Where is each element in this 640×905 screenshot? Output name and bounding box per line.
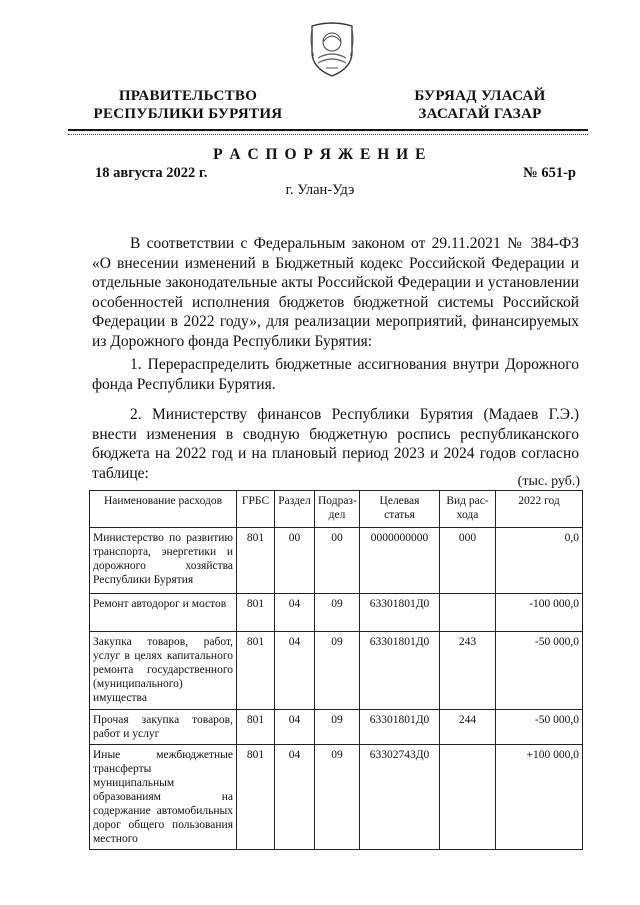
cell-vid: 243	[440, 632, 496, 710]
cell-podrazdel: 09	[315, 632, 360, 710]
cell-grbs: 801	[237, 528, 275, 594]
header-dotted-rule	[68, 134, 588, 135]
doc-number: № 651-р	[523, 165, 576, 181]
header-left-line1: ПРАВИТЕЛЬСТВО	[118, 88, 258, 104]
cell-article: 63301801Д0	[360, 710, 440, 745]
col-header-name: Наименование расходов	[90, 491, 237, 528]
doc-title: Р А С П О Р Я Ж Е Н И Е	[213, 146, 427, 163]
cell-podrazdel: 00	[315, 528, 360, 594]
cell-grbs: 801	[237, 594, 275, 632]
cell-razdel: 04	[275, 594, 315, 632]
col-header-amount: 2022 год	[496, 491, 583, 528]
table-row	[90, 594, 583, 632]
cell-article: 63301801Д0	[360, 632, 440, 710]
cell-name: Министерство по развитию транспорта, энергетики и дорожного хозяйства Республики Бурятия	[90, 528, 237, 594]
cell-vid: 000	[440, 528, 496, 594]
doc-city: г. Улан-Удэ	[285, 182, 355, 198]
table-header-row	[90, 491, 583, 528]
cell-name: Иные межбюджетные трансферты муниципальным образованиям на содержание автомобильных дорог общего пользования местного	[90, 745, 237, 850]
cell-vid: 244	[440, 710, 496, 745]
table-units: (тыс. руб.)	[517, 474, 580, 489]
cell-razdel: 04	[275, 632, 315, 710]
cell-article: 63301801Д0	[360, 594, 440, 632]
cell-podrazdel: 09	[315, 710, 360, 745]
cell-podrazdel: 09	[315, 745, 360, 850]
cell-razdel: 04	[275, 745, 315, 850]
col-header-article: Целевая статья	[360, 491, 440, 528]
item-2-paragraph: 2. Министерству финансов Республики Бурятия (Мадаев Г.Э.) внести изменения в сводную бюджетную роспись республиканского бюджета на 2022 год и на плановый период 2023 и 2024 годов согласно таблице:	[92, 406, 579, 482]
header-right-line2: ЗАСАГАЙ ГАЗАР	[418, 106, 542, 122]
table-row	[90, 632, 583, 710]
col-header-grbs: ГРБС	[237, 491, 275, 528]
cell-name: Закупка товаров, работ, услуг в целях капитального ремонта государственного (муниципального) имущества	[90, 632, 237, 710]
budget-table	[89, 490, 583, 850]
table-row	[90, 745, 583, 850]
cell-amount: +100 000,0	[496, 745, 583, 850]
cell-amount: -100 000,0	[496, 594, 583, 632]
intro-paragraph: В соответствии с Федеральным законом от 29.11.2021 № 384-ФЗ «О внесении изменений в Бюджетный кодекс Российской Федерации и отдельные законодательные акты Российской Федерации и установлении особенностей исполнения бюджетов бюджетной системы Российской Федерации в 2022 году», для реализации мероприятий, финансируемых из Дорожного фонда Республики Бурятия:	[92, 235, 579, 350]
header-rule	[68, 129, 588, 131]
table-row	[90, 710, 583, 745]
item-1-paragraph: 1. Перераспределить бюджетные ассигнования внутри Дорожного фонда Республики Бурятия.	[92, 356, 579, 393]
table-row	[90, 528, 583, 594]
cell-amount: -50 000,0	[496, 632, 583, 710]
cell-vid	[440, 594, 496, 632]
cell-razdel: 04	[275, 710, 315, 745]
cell-podrazdel: 09	[315, 594, 360, 632]
cell-razdel: 00	[275, 528, 315, 594]
coat-of-arms-icon	[306, 18, 358, 80]
cell-amount: 0,0	[496, 528, 583, 594]
cell-article: 0000000000	[360, 528, 440, 594]
cell-article: 63302743Д0	[360, 745, 440, 850]
col-header-vid: Вид рас-хода	[440, 491, 496, 528]
cell-grbs: 801	[237, 745, 275, 850]
header-right-line1: БУРЯАД УЛАСАЙ	[414, 88, 546, 104]
header-left-line2: РЕСПУБЛИКИ БУРЯТИЯ	[93, 106, 283, 122]
cell-grbs: 801	[237, 632, 275, 710]
cell-amount: -50 000,0	[496, 710, 583, 745]
cell-name: Ремонт автодорог и мостов	[90, 594, 237, 632]
emblem	[306, 18, 358, 80]
cell-grbs: 801	[237, 710, 275, 745]
col-header-podrazdel: Подраз-дел	[315, 491, 360, 528]
cell-vid	[440, 745, 496, 850]
cell-name: Прочая закупка товаров, работ и услуг	[90, 710, 237, 745]
header-left	[92, 87, 284, 123]
header-right	[410, 87, 550, 123]
col-header-razdel: Раздел	[275, 491, 315, 528]
doc-date: 18 августа 2022 г.	[95, 165, 208, 181]
